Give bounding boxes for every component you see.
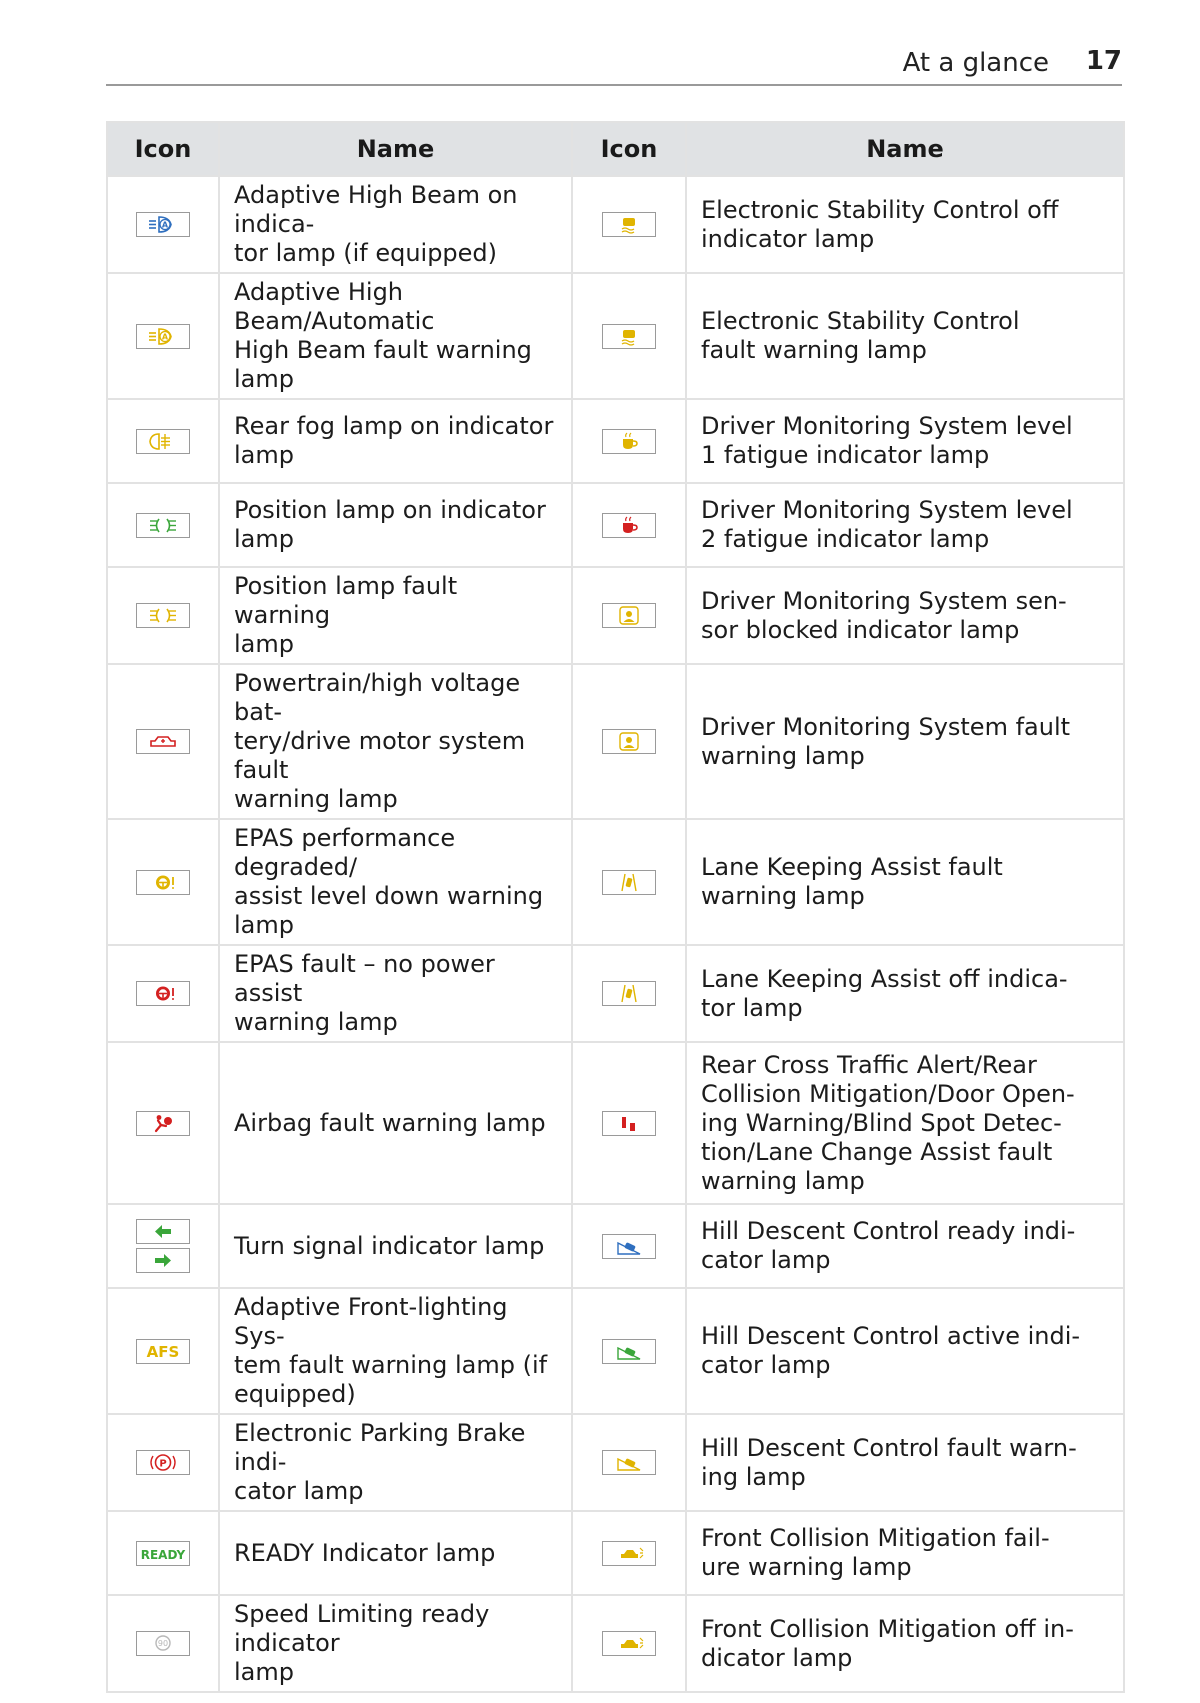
lamp-name: Electronic Stability Control fault warning lamp [686,273,1124,399]
turn-signal-icon [136,1219,190,1273]
left-arrow-icon [136,1219,190,1244]
hill-descent-ready-icon [602,1234,656,1259]
table-row [107,819,1124,945]
lamp-name: Hill Descent Control ready indi- cator lamp [686,1204,1124,1288]
lamp-name: Lane Keeping Assist off indica- tor lamp [686,945,1124,1042]
lamp-name: Driver Monitoring System sen- sor blocked indicator lamp [686,567,1124,664]
lamp-name: Airbag fault warning lamp [219,1042,572,1204]
lamp-name: Adaptive High Beam/Automatic High Beam fault warning lamp [219,273,572,399]
page-number: 17 [1085,46,1122,76]
icon-cell [107,1204,219,1288]
position-lamp-icon [136,513,190,538]
icon-cell [572,664,686,819]
icon-cell [572,399,686,483]
lane-keeping-off-icon [602,981,656,1006]
epas-fault-icon [136,981,190,1006]
icon-cell [572,273,686,399]
table-row [107,399,1124,483]
lamp-name: READY Indicator lamp [219,1511,572,1595]
icon-cell [572,1204,686,1288]
lamp-name: Rear fog lamp on indicator lamp [219,399,572,483]
icon-cell [107,273,219,399]
warning-lamps-table [106,121,1125,1693]
lamp-name: Hill Descent Control active indi- cator lamp [686,1288,1124,1414]
lamp-name: Front Collision Mitigation off in- dicator lamp [686,1595,1124,1692]
parking-brake-icon [136,1450,190,1475]
afs-fault-icon [136,1339,190,1364]
powertrain-fault-icon [136,729,190,754]
column-header-name: Name [219,122,572,176]
icon-cell [107,819,219,945]
lamp-name: Electronic Stability Control off indicator lamp [686,176,1124,273]
epas-degraded-icon [136,870,190,895]
table-row [107,176,1124,273]
lamp-name: Driver Monitoring System level 2 fatigue indicator lamp [686,483,1124,567]
icon-cell [572,819,686,945]
table-header-row [107,122,1124,176]
lamp-name: Adaptive Front-lighting Sys- tem fault warning lamp (if equipped) [219,1288,572,1414]
column-header-icon: Icon [572,122,686,176]
table-row [107,1595,1124,1692]
section-title: At a glance [902,48,1049,78]
icon-cell [107,483,219,567]
fatigue-level-2-icon [602,513,656,538]
fatigue-level-1-icon [602,429,656,454]
adaptive-high-beam-fault-icon [136,324,190,349]
table-row [107,1042,1124,1204]
lamp-name: Adaptive High Beam on indica- tor lamp (if equipped) [219,176,572,273]
dms-fault-icon [602,729,656,754]
icon-cell [107,1414,219,1511]
icon-cell [572,567,686,664]
esc-fault-icon [602,324,656,349]
airbag-fault-icon [136,1111,190,1136]
lamp-name: EPAS performance degraded/ assist level down warning lamp [219,819,572,945]
table-row [107,483,1124,567]
hill-descent-fault-icon [602,1450,656,1475]
icon-cell [107,176,219,273]
column-header-name: Name [686,122,1124,176]
running-header [106,40,1122,86]
lamp-name: Electronic Parking Brake indi- cator lamp [219,1414,572,1511]
front-collision-failure-icon [602,1541,656,1566]
lamp-name: Turn signal indicator lamp [219,1204,572,1288]
svg-text:A: A [161,220,169,230]
icon-cell [107,399,219,483]
table-row [107,1414,1124,1511]
icon-cell [572,176,686,273]
rear-fog-lamp-icon [136,429,190,454]
icon-cell [572,1288,686,1414]
lamp-name: Driver Monitoring System level 1 fatigue indicator lamp [686,399,1124,483]
icon-cell [572,1414,686,1511]
icon-cell [107,664,219,819]
front-collision-off-icon [602,1631,656,1656]
svg-text:90: 90 [157,1639,169,1648]
icon-cell [107,1042,219,1204]
svg-text:READY: READY [140,1547,186,1562]
icon-cell [107,945,219,1042]
table-body [107,176,1124,1692]
svg-text:A: A [161,332,169,341]
icon-cell [107,1595,219,1692]
icon-cell [572,1042,686,1204]
table-row [107,567,1124,664]
icon-cell [107,1511,219,1595]
position-lamp-fault-icon [136,603,190,628]
lamp-name: Position lamp fault warning lamp [219,567,572,664]
table-row [107,273,1124,399]
hill-descent-active-icon [602,1339,656,1364]
icon-cell [572,945,686,1042]
dms-sensor-blocked-icon [602,603,656,628]
svg-text:AFS: AFS [146,1342,180,1361]
rear-cross-traffic-fault-icon [602,1111,656,1136]
lamp-name: Driver Monitoring System fault warning lamp [686,664,1124,819]
svg-text:P: P [159,1458,167,1470]
right-arrow-icon [136,1248,190,1273]
icon-cell [572,1595,686,1692]
icon-cell [572,483,686,567]
ready-icon [136,1541,190,1566]
lamp-name: Powertrain/high voltage bat- tery/drive motor system fault warning lamp [219,664,572,819]
table-row [107,1511,1124,1595]
lamp-name: Rear Cross Traffic Alert/Rear Collision Mitigation/Door Open- ing Warning/Blind Spot Detec- tion/Lane Change Assist fault warning lamp [686,1042,1124,1204]
adaptive-high-beam-icon [136,212,190,237]
table-row [107,664,1124,819]
table-row [107,1204,1124,1288]
lane-keeping-fault-icon [602,870,656,895]
esc-off-icon [602,212,656,237]
lamp-name: Hill Descent Control fault warn- ing lamp [686,1414,1124,1511]
lamp-name: Speed Limiting ready indicator lamp [219,1595,572,1692]
icon-cell [107,567,219,664]
lamp-name: Front Collision Mitigation fail- ure warning lamp [686,1511,1124,1595]
column-header-icon: Icon [107,122,219,176]
lamp-name: EPAS fault – no power assist warning lamp [219,945,572,1042]
icon-cell [107,1288,219,1414]
table-row [107,945,1124,1042]
speed-limiting-ready-icon [136,1631,190,1656]
lamp-name: Position lamp on indicator lamp [219,483,572,567]
table-row [107,1288,1124,1414]
icon-cell [572,1511,686,1595]
lamp-name: Lane Keeping Assist fault warning lamp [686,819,1124,945]
